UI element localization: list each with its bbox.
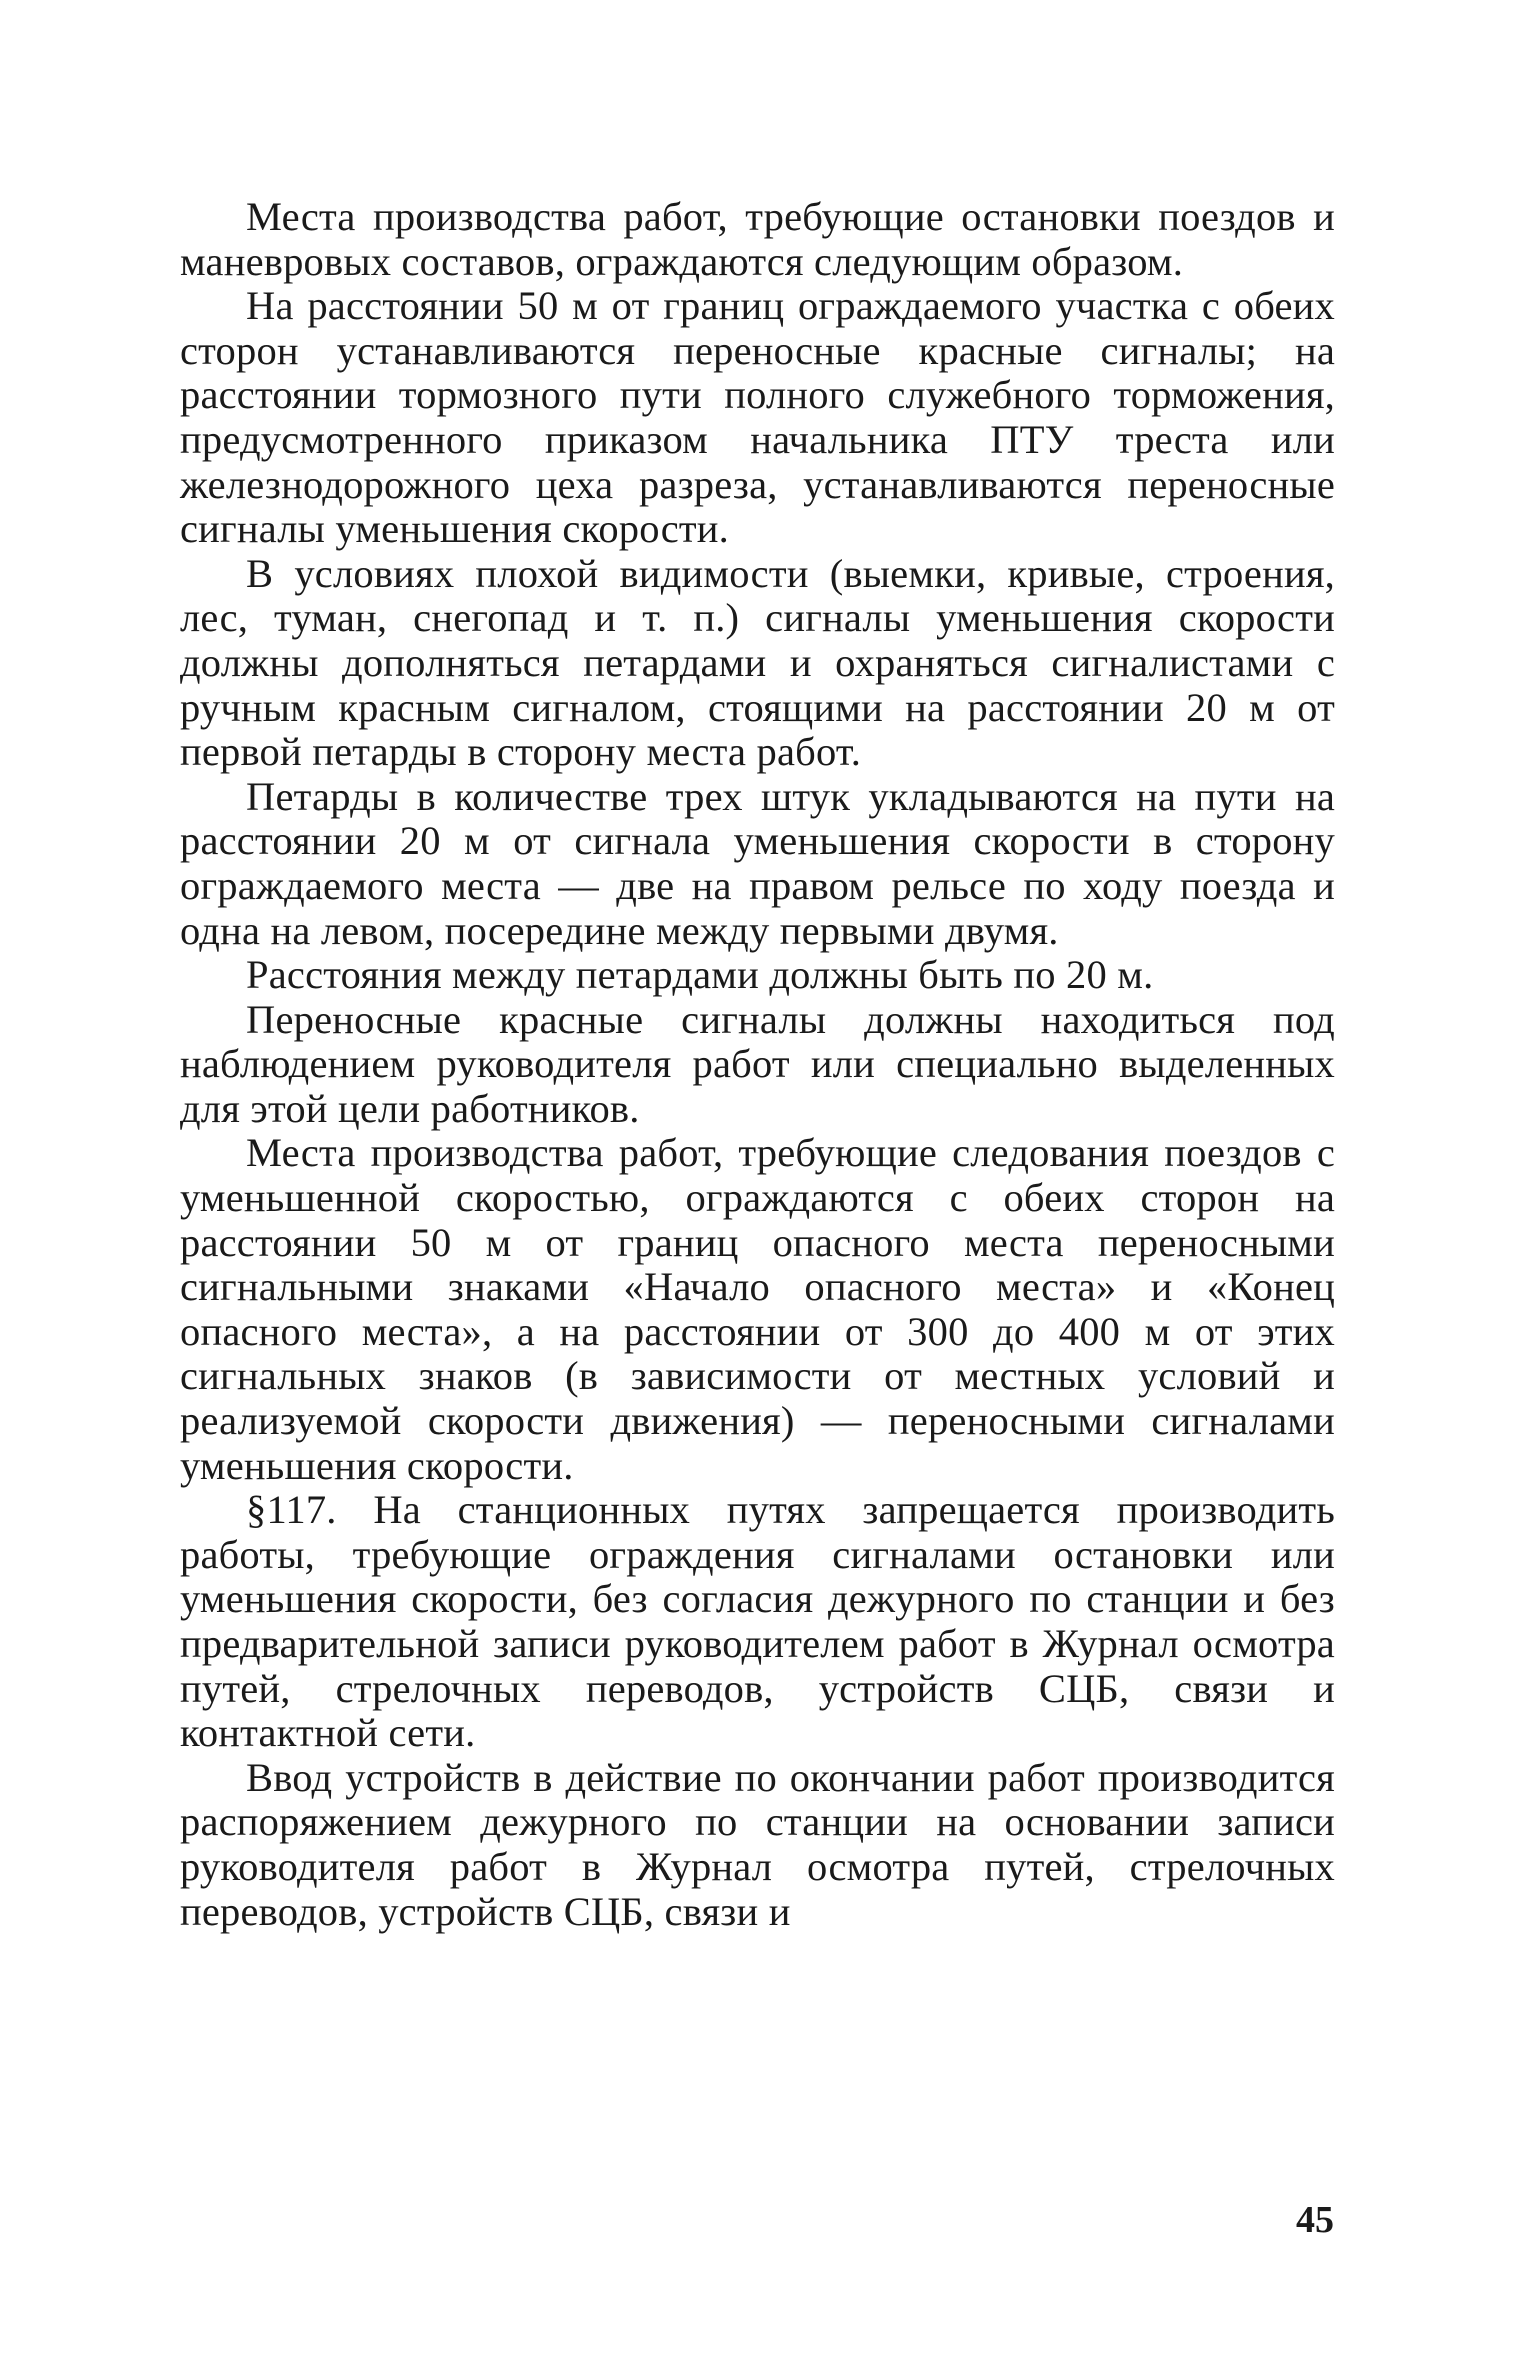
paragraph-9: Ввод устройств в действие по окончании работ производится распоряжением дежурного по станции на основании записи руководителя работ в Журнал осмотра путей, стрелочных переводов, устройств СЦБ, связи и	[180, 1754, 1335, 1934]
paragraph-5: Расстояния между петардами должны быть по 20 м.	[246, 952, 1154, 998]
paragraph-2: На расстоянии 50 м от границ ограждаемого участка с обеих сторон устанавливаются переносные красные сигналы; на расстоянии тормозного пути полного служебного торможения, предусмотренного приказом начальника ПТУ треста или железнодорожного цеха разреза, устанавливаются переносные сигналы уменьшения скорости.	[180, 283, 1335, 552]
paragraph-6: Переносные красные сигналы должны находиться под наблюдением руководителя работ или специально выделенных для этой цели работников.	[180, 996, 1335, 1131]
paragraph-3: В условиях плохой видимости (выемки, кривые, строения, лес, туман, снегопад и т. п.) сигналы уменьшения скорости должны дополняться петардами и охраняться сигналистами с ручным красным сигналом, стоящими на расстоянии 20 м от первой петарды в сторону места работ.	[180, 550, 1335, 775]
paragraph-4: Петарды в количестве трех штук укладываются на пути на расстоянии 20 м от сигнала уменьшения скорости в сторону ограждаемого места — две на правом рельсе по ходу поезда и одна на левом, посередине между первыми двумя.	[180, 773, 1335, 953]
page-body	[180, 195, 1335, 1934]
paragraph-8: §117. На станционных путях запрещается производить работы, требующие ограждения сигналами остановки или уменьшения скорости, без согласия дежурного по станции и без предварительной записи руководителем работ в Журнал осмотра путей, стрелочных переводов, устройств СЦБ, связи и контактной сети.	[180, 1487, 1335, 1756]
paragraph-7: Места производства работ, требующие следования поездов с уменьшенной скоростью, ограждаются с обеих сторон на расстоянии 50 м от границ опасного места переносными сигнальными знаками «Начало опасного места» и «Конец опасного места», а на расстоянии от 300 до 400 м от этих сигнальных знаков (в зависимости от местных условий и реализуемой скорости движения) — переносными сигналами уменьшения скорости.	[180, 1130, 1335, 1488]
paragraph-1: Места производства работ, требующие остановки поездов и маневровых составов, ограждаются следующим образом.	[180, 194, 1335, 284]
page-number: 45	[1296, 2199, 1334, 2241]
